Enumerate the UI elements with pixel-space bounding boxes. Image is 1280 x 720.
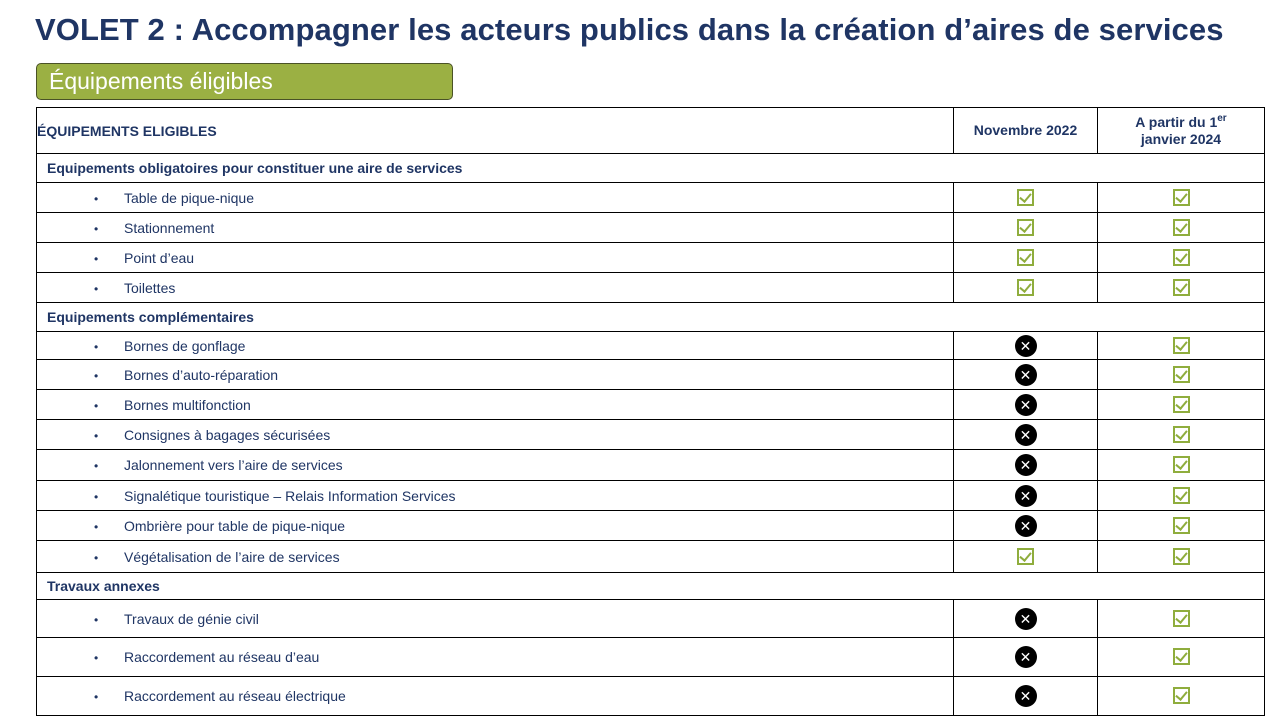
equipment-name: Bornes d’auto-réparation [124,366,279,383]
equipment-cell [37,481,954,511]
status-novembre-2022 [954,332,1098,360]
check-box-icon [1173,366,1190,383]
status-janvier-2024 [1098,183,1265,213]
status-novembre-2022 [954,390,1098,420]
table-row [37,677,1265,716]
status-novembre-2022 [954,638,1098,677]
table-row [37,638,1265,677]
page-title: VOLET 2 : Accompagner les acteurs publics dans la création d’aires de services [35,12,1224,47]
table-row [37,420,1265,450]
table-body [37,154,1265,716]
equipment-cell [37,677,954,716]
equipment-cell [37,332,954,360]
cross-circle-icon: ✕ [1015,646,1037,668]
eligibility-table [36,107,1265,716]
section-label: Équipements éligibles [36,63,453,100]
header-janvier-2024 [1098,108,1265,154]
table-row [37,481,1265,511]
bullet-icon: • [94,251,99,266]
table-row [37,332,1265,360]
check-box-icon [1017,219,1034,236]
equipment-name: Travaux de génie civil [124,610,259,627]
bullet-icon: • [94,612,99,627]
check-box-icon [1173,396,1190,413]
status-novembre-2022 [954,183,1098,213]
check-box-icon [1173,279,1190,296]
group-label: Equipements complémentaires [37,303,1265,332]
equipment-cell [37,450,954,481]
equipment-cell [37,638,954,677]
status-novembre-2022 [954,541,1098,573]
bullet-icon: • [94,368,99,383]
check-box-icon [1173,456,1190,473]
status-janvier-2024 [1098,450,1265,481]
status-novembre-2022 [954,450,1098,481]
check-box-icon [1017,279,1034,296]
header-novembre-2022: Novembre 2022 [954,108,1098,154]
cross-circle-icon: ✕ [1015,608,1037,630]
equipment-cell [37,600,954,638]
status-janvier-2024 [1098,511,1265,541]
status-janvier-2024 [1098,420,1265,450]
check-box-icon [1173,337,1190,354]
table-row [37,541,1265,573]
status-novembre-2022 [954,420,1098,450]
equipment-cell [37,390,954,420]
status-novembre-2022 [954,243,1098,273]
check-box-icon [1017,249,1034,266]
table-row [37,390,1265,420]
status-janvier-2024 [1098,332,1265,360]
equipment-cell [37,420,954,450]
check-box-icon [1017,548,1034,565]
header-equipements: ÉQUIPEMENTS ELIGIBLES [37,108,954,154]
status-novembre-2022 [954,481,1098,511]
status-janvier-2024 [1098,600,1265,638]
group-row [37,573,1265,600]
check-box-icon [1173,517,1190,534]
status-janvier-2024 [1098,243,1265,273]
status-novembre-2022 [954,511,1098,541]
equipment-name: Raccordement au réseau d’eau [124,649,320,665]
cross-circle-icon: ✕ [1015,424,1037,446]
equipment-name: Jalonnement vers l’aire de services [124,457,343,473]
check-box-icon [1173,189,1190,206]
equipment-cell [37,183,954,213]
bullet-icon: • [94,339,99,354]
equipment-name: Stationnement [124,219,215,236]
equipment-name: Bornes de gonflage [124,337,246,354]
status-novembre-2022 [954,273,1098,303]
equipment-cell [37,273,954,303]
group-row [37,303,1265,332]
check-box-icon [1173,648,1190,665]
status-janvier-2024 [1098,677,1265,716]
equipment-name: Ombrière pour table de pique-nique [124,517,346,534]
table-header-row [37,108,1265,154]
status-novembre-2022 [954,213,1098,243]
bullet-icon: • [94,651,99,665]
bullet-icon: • [94,221,99,236]
bullet-icon: • [94,489,99,504]
equipment-cell [37,511,954,541]
table-row [37,450,1265,481]
status-novembre-2022 [954,600,1098,638]
bullet-icon: • [94,550,99,565]
equipment-name: Signalétique touristique – Relais Information Services [124,487,456,504]
table-row [37,213,1265,243]
bullet-icon: • [94,281,99,296]
check-box-icon [1173,610,1190,627]
status-janvier-2024 [1098,273,1265,303]
check-box-icon [1173,548,1190,565]
check-box-icon [1173,249,1190,266]
equipment-cell [37,243,954,273]
status-janvier-2024 [1098,638,1265,677]
header-janvier-prefix: A partir du 1 [1135,113,1218,130]
table-row [37,360,1265,390]
table-row [37,243,1265,273]
group-label: Travaux annexes [37,573,1265,600]
bullet-icon: • [94,398,99,413]
equipment-name: Table de pique-nique [124,189,254,206]
equipment-cell [37,213,954,243]
equipment-name: Consignes à bagages sécurisées [124,426,331,443]
cross-circle-icon: ✕ [1015,335,1037,357]
cross-circle-icon: ✕ [1015,454,1037,476]
equipment-cell [37,360,954,390]
check-box-icon [1173,487,1190,504]
status-janvier-2024 [1098,390,1265,420]
table-row [37,511,1265,541]
cross-circle-icon: ✕ [1015,485,1037,507]
bullet-icon: • [94,191,99,206]
cross-circle-icon: ✕ [1015,515,1037,537]
group-row [37,154,1265,183]
status-novembre-2022 [954,360,1098,390]
cross-circle-icon: ✕ [1015,394,1037,416]
status-novembre-2022 [954,677,1098,716]
table-row [37,183,1265,213]
check-box-icon [1173,687,1190,704]
bullet-icon: • [94,519,99,534]
group-label: Equipements obligatoires pour constituer une aire de services [37,154,1265,183]
cross-circle-icon: ✕ [1015,685,1037,707]
check-box-icon [1017,189,1034,206]
equipment-cell [37,541,954,573]
equipment-name: Végétalisation de l’aire de services [124,548,340,565]
equipment-name: Raccordement au réseau électrique [124,688,346,704]
check-box-icon [1173,219,1190,236]
bullet-icon: • [94,428,99,443]
status-janvier-2024 [1098,481,1265,511]
header-janvier-suffix: janvier 2024 [1140,130,1222,147]
bullet-icon: • [94,459,99,473]
header-janvier-sup: er [1217,112,1227,124]
equipment-name: Bornes multifonction [124,396,251,413]
check-box-icon [1173,426,1190,443]
cross-circle-icon: ✕ [1015,364,1037,386]
status-janvier-2024 [1098,541,1265,573]
bullet-icon: • [94,690,99,704]
table-row [37,600,1265,638]
equipment-name: Point d’eau [124,249,195,266]
status-janvier-2024 [1098,360,1265,390]
table-row [37,273,1265,303]
equipment-name: Toilettes [124,279,176,296]
status-janvier-2024 [1098,213,1265,243]
